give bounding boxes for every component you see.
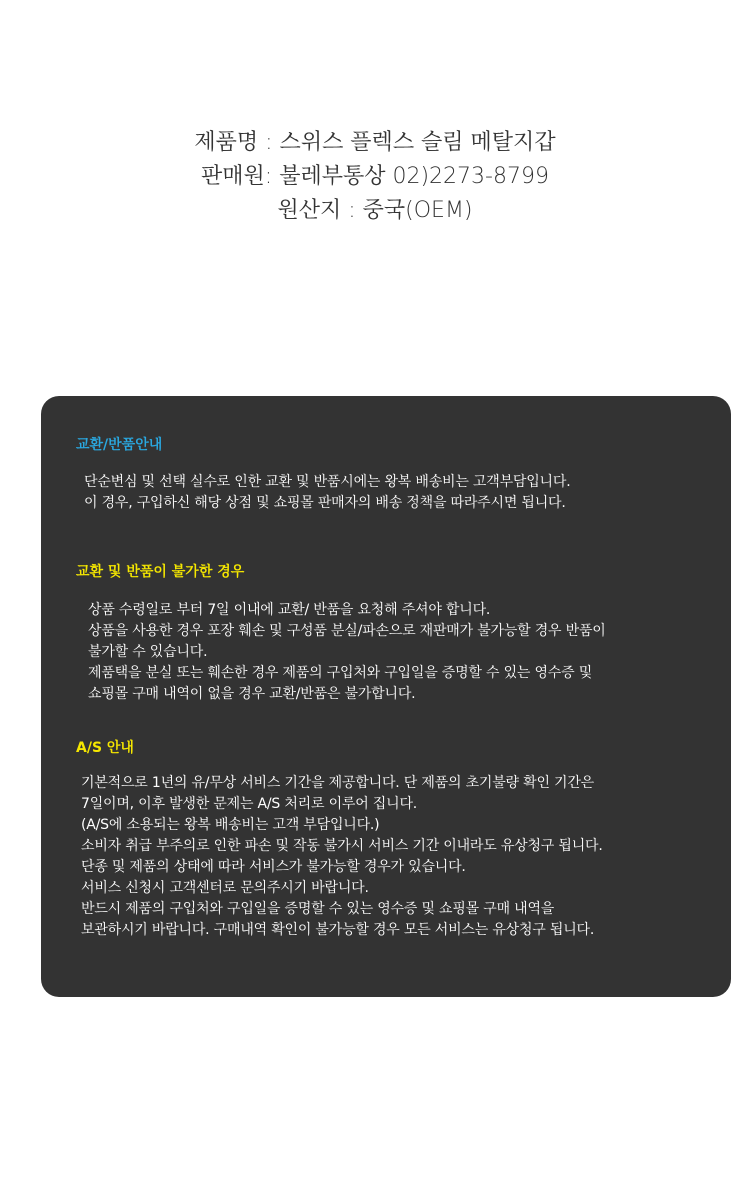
as-line: 보관하시기 바랍니다. 구매내역 확인이 불가능할 경우 모든 서비스는 유상청구 됩니다.: [81, 922, 595, 938]
exchange-body: [84, 472, 570, 514]
as-body: [81, 773, 603, 941]
product-info: [0, 126, 750, 228]
not-allowed-line: 쇼핑몰 구매 내역이 없을 경우 교환/반품은 불가합니다.: [88, 686, 416, 702]
not-allowed-line: 불가할 수 있습니다.: [88, 644, 208, 660]
as-line: 단종 및 제품의 상태에 따라 서비스가 불가능할 경우가 있습니다.: [81, 859, 466, 875]
as-line: 서비스 신청시 고객센터로 문의주시기 바랍니다.: [81, 880, 369, 896]
exchange-title: 교환/반품안내: [76, 437, 163, 453]
exchange-line: 단순변심 및 선택 실수로 인한 교환 및 반품시에는 왕복 배송비는 고객부담입니다.: [84, 474, 571, 490]
exchange-line: 이 경우, 구입하신 해당 상점 및 쇼핑몰 판매자의 배송 정책을 따라주시면 됩니다.: [84, 495, 566, 511]
not-allowed-body: [88, 600, 606, 705]
as-title: A/S 안내: [76, 740, 134, 756]
not-allowed-line: 제품택을 분실 또는 훼손한 경우 제품의 구입처와 구입일을 증명할 수 있는 영수증 및: [88, 665, 593, 681]
seller-info: 판매원: 불레부통상 02)2273-8799: [201, 164, 549, 189]
origin-info: 원산지 : 중국(OEM): [277, 198, 473, 223]
not-allowed-line: 상품을 사용한 경우 포장 훼손 및 구성품 분실/파손으로 재판매가 불가능할 경우 반품이: [88, 623, 606, 639]
not-allowed-title: 교환 및 반품이 불가한 경우: [76, 564, 245, 580]
as-line: 소비자 취급 부주의로 인한 파손 및 작동 불가시 서비스 기간 이내라도 유상청구 됩니다.: [81, 838, 603, 854]
notice-box: [41, 396, 731, 997]
as-line: 7일이며, 이후 발생한 문제는 A/S 처리로 이루어 집니다.: [81, 796, 418, 812]
as-line: 반드시 제품의 구입처와 구입일을 증명할 수 있는 영수증 및 쇼핑몰 구매 내역을: [81, 901, 555, 917]
product-name: 제품명 : 스위스 플렉스 슬림 메탈지갑: [194, 130, 556, 155]
as-line: 기본적으로 1년의 유/무상 서비스 기간을 제공합니다. 단 제품의 초기불량 확인 기간은: [81, 775, 594, 791]
not-allowed-line: 상품 수령일로 부터 7일 이내에 교환/ 반품을 요청해 주셔야 합니다.: [88, 602, 491, 618]
as-line: (A/S에 소용되는 왕복 배송비는 고객 부담입니다.): [81, 817, 380, 833]
